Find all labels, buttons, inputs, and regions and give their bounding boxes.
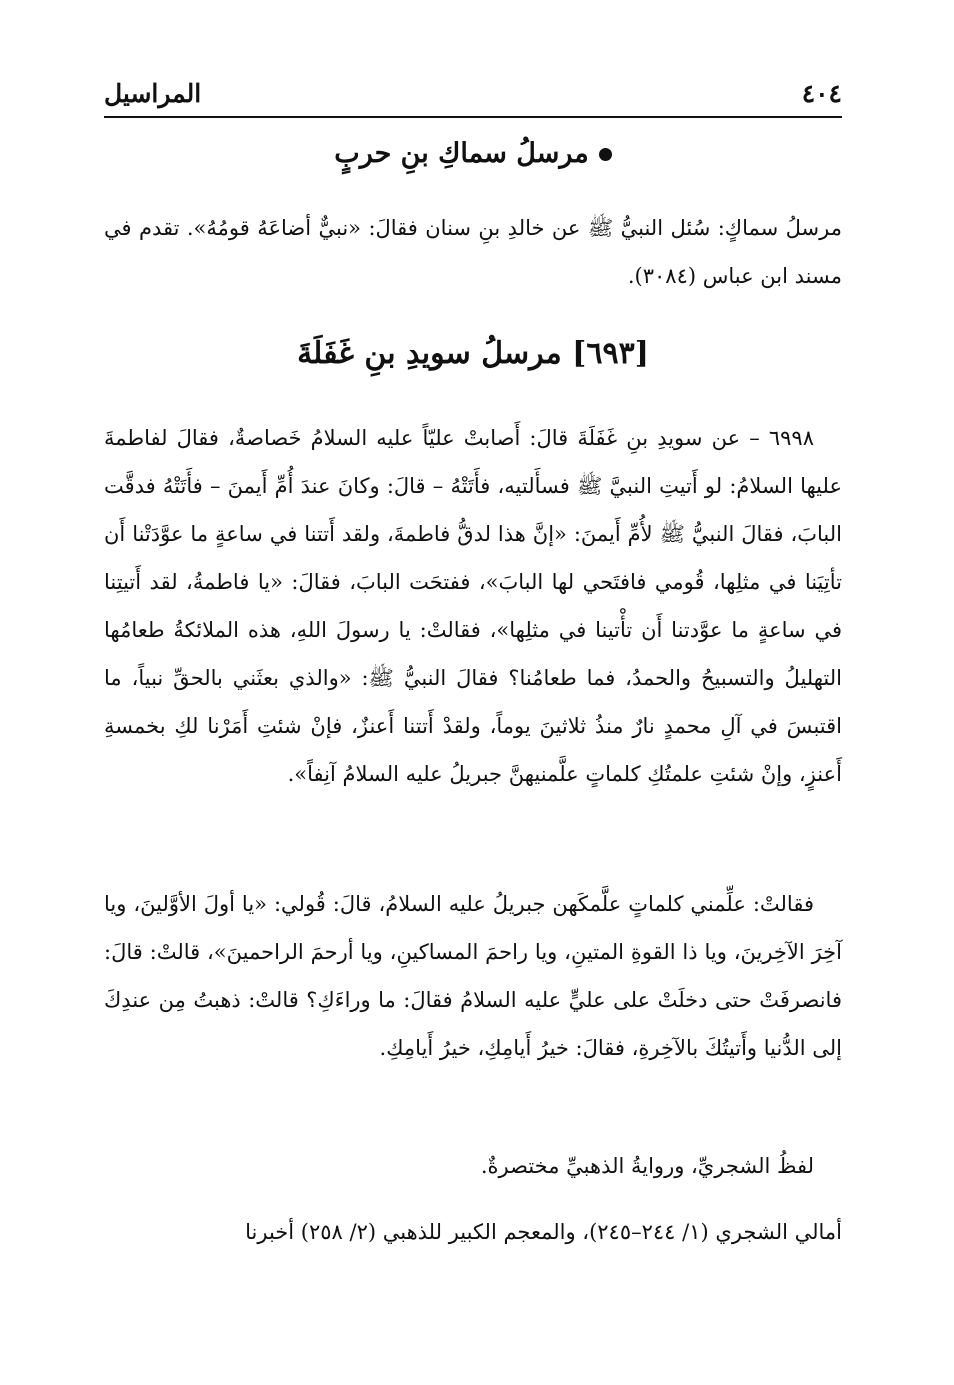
running-header (104, 68, 842, 108)
intro-paragraph: مرسلُ سماكٍ: سُئل النبيُّ ﷺ عن خالدِ بنِ سنان فقالَ: «نبيٌّ أضاعَهُ قومُهُ». تقدم في مسند ابن عباس (٣٠٨٤). (104, 216, 842, 288)
subheading (104, 138, 842, 169)
source-paragraph: أمالي الشجري (١/ ٢٤٤–٢٤٥)، والمعجم الكبير للذهبي (٢/ ٢٥٨) أخبرنا (245, 1220, 842, 1244)
bullet-icon (599, 148, 612, 161)
page-number: ٤٠٤ (801, 79, 842, 108)
section-title: المراسيل (104, 79, 202, 108)
note-paragraph: لفظُ الشجريِّ، وروايةُ الذهبيِّ مختصرةٌ. (480, 1154, 814, 1178)
second-paragraph: فقالتْ: علِّمني كلماتٍ علَّمكَهن جبريلُ عليه السلامُ، قالَ: قُولي: «يا أولَ الأوَّلينَ، ويا آخِرَ الآخِرينَ، ويا ذا القوةِ المتينِ، ويا راحمَ المساكينِ، ويا أرحمَ الراحمينَ»، قالتْ: قالَ: فانصرفَتْ حتى دخلَتْ على عليٍّ عليه السلامُ فقالَ: ما وراءَكِ؟ قالتْ: ذهبتُ مِن عندِكَ إلى الدُّنيا وأَتيتُكَ بالآخِرةِ، فقالَ: خيرُ أَيامِكِ، خيرُ أَيامِكِ. (104, 892, 842, 1060)
header-divider (104, 116, 842, 118)
hadith-paragraph: ٦٩٩٨ – عن سويدِ بنِ غَفَلَةَ قالَ: أَصابتْ عليّاً عليه السلامُ خَصاصةٌ، فقالَ لفاطمةَ عليها السلامُ: لو أَتيتِ النبيَّ ﷺ فسأَلتيه، فأَتَتْهُ – قالَ: وكانَ عندَ أُمِّ أَيمنَ – فأَتَتْهُ فدقَّت البابَ، فقالَ النبيُّ ﷺ لأُمِّ أَيمنَ: «إنَّ هذا لدقُّ فاطمةَ، ولقد أَتتنا في ساعةٍ ما عوَّدَتْنا أَن تأتِيَنا في مثلِها، قُومي فافتَحي لها البابَ»، ففتحَت البابَ، فقالَ: «يا فاطمةُ، لقد أَتيتِنا في ساعةٍ ما عوَّدتنا أَن تأْتينا في مثلِها»، فقالتْ: يا رسولَ اللهِ، هذه الملائكةُ طعامُها التهليلُ والتسبيحُ والحمدُ، فما طعامُنا؟ فقالَ النبيُّ ﷺ: «والذي بعثَني بالحقِّ نبياً، ما اقتبسَ في آلِ محمدٍ نارٌ منذُ ثلاثينَ يوماً، ولقدْ أَتتنا أَعنزٌ، فإنْ شئتِ أَمَرْنا لكِ بخمسةِ أَعنزٍ، وإنْ شئتِ علمتُكِ كلماتٍ علَّمنيهنَّ جبريلُ عليه السلامُ آنِفاً». (104, 426, 842, 786)
subheading-text: مرسلُ سماكِ بنِ حربٍ (334, 138, 589, 169)
chapter-heading: [٦٩٣] مرسلُ سويدِ بنِ غَفَلَةَ (297, 336, 649, 371)
